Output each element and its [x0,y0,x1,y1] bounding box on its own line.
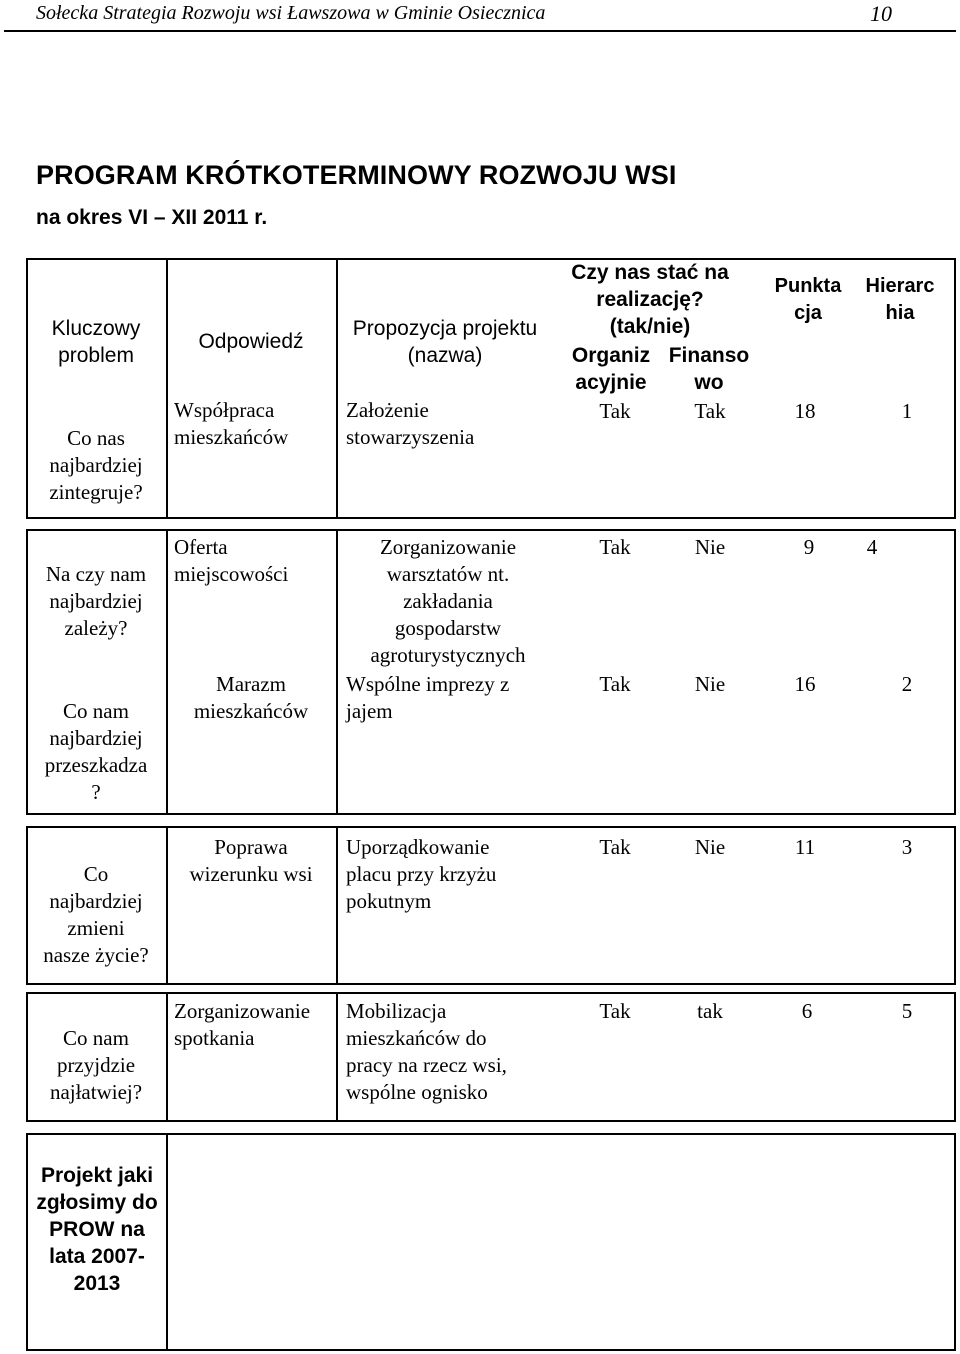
answer-cell: Współpraca mieszkańców [174,398,289,449]
points-cell: 9 [803,535,815,559]
financial-cell: Nie [694,535,726,559]
column-divider [166,529,168,815]
question-cell: Co nas najbardziej zintegruje? [49,426,143,504]
project-cell: Wspólne imprezy z jajem [346,672,510,723]
financial-cell: Nie [694,672,726,696]
col-header-rank: Hierarc hia [865,275,935,324]
column-divider [166,258,168,519]
column-divider [336,826,338,985]
project-cell: Założenie stowarzyszenia [346,398,475,449]
question-cell: Co najbardziej zmieni nasze życie? [43,862,149,967]
points-cell: 6 [801,999,813,1023]
project-cell: Mobilizacja mieszkańców do pracy na rzecz wsi, wspólne ognisko [346,999,507,1104]
answer-cell: Oferta miejscowości [174,535,289,586]
running-title: Sołecka Strategia Rozwoju wsi Ławszowa w Gminie Osiecznica [36,2,546,24]
col-header-project: Propozycja projektu (nazwa) [352,317,538,367]
answer-cell: Zorganizowanie spotkania [174,999,311,1050]
organizational-cell: Tak [599,999,631,1023]
points-cell: 18 [794,399,816,423]
page-number: 10 [870,1,892,26]
header-rule [4,30,956,32]
page-title: PROGRAM KRÓTKOTERMINOWY ROZWOJU WSI [36,160,677,190]
col-header-key-problem: Kluczowy problem [51,317,141,367]
answer-cell: Poprawa wizerunku wsi [189,835,313,886]
organizational-cell: Tak [599,535,631,559]
financial-cell: tak [697,999,723,1023]
column-divider [336,258,338,519]
question-cell: Na czy nam najbardziej zależy? [45,562,147,640]
col-header-organizational: Organiz acyjnie [571,344,651,394]
rank-cell: 2 [901,672,913,696]
project-cell: Zorganizowanie warsztatów nt. zakładania gospodarstw agroturystycznych [370,535,526,667]
column-divider [336,992,338,1122]
answer-cell: Marazm mieszkańców [193,672,309,723]
question-cell: Co nam przyjdzie najłatwiej? [49,1026,143,1104]
rank-cell: 1 [901,399,913,423]
question-cell: Co nam najbardziej przeszkadza ? [44,699,148,804]
column-divider [166,992,168,1122]
col-header-points: Punkta cja [774,275,842,324]
column-divider [166,826,168,985]
rank-cell: 5 [901,999,913,1023]
financial-cell: Tak [694,399,726,423]
page-subtitle: na okres VI – XII 2011 r. [36,206,268,229]
project-cell: Uporządkowanie placu przy krzyżu pokutnym [346,835,497,913]
points-cell: 11 [794,835,816,859]
col-header-financial: Finanso wo [668,344,750,394]
col-header-answer: Odpowiedź [198,330,304,353]
col-header-affordability: Czy nas stać na realizację? (tak/nie) [571,261,729,338]
rank-cell: 4 [866,535,878,559]
organizational-cell: Tak [599,672,631,696]
organizational-cell: Tak [599,399,631,423]
column-divider [336,529,338,815]
prow-divider [166,1133,168,1351]
rank-cell: 3 [901,835,913,859]
points-cell: 16 [794,672,816,696]
financial-cell: Nie [694,835,726,859]
prow-label: Projekt jaki zgłosimy do PROW na lata 2007- 2013 [36,1164,158,1295]
organizational-cell: Tak [599,835,631,859]
